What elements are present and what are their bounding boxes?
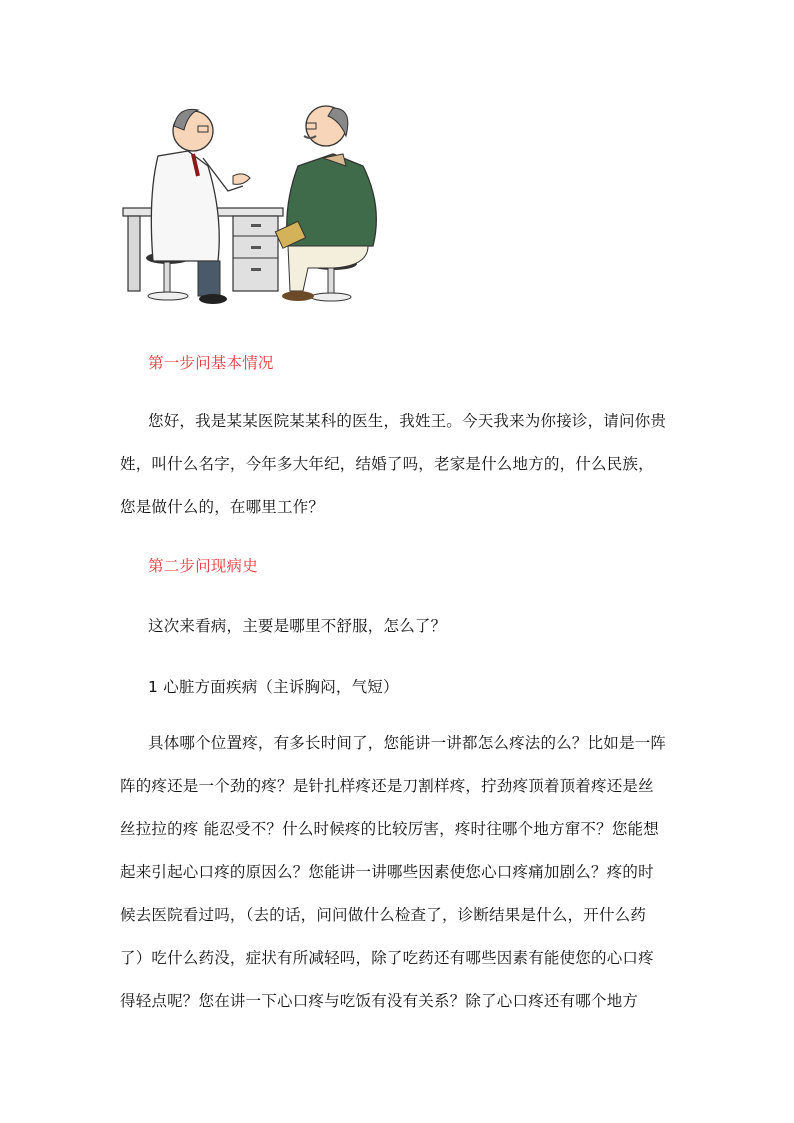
section-heading: 第一步问基本情况	[148, 354, 274, 372]
doctor-patient-illustration	[118, 96, 388, 311]
paragraph: 这次来看病，主要是哪里不舒服，怎么了？	[148, 617, 447, 635]
section-heading: 第二步问现病史	[148, 557, 258, 575]
paragraph: 具体哪个位置疼，有多长时间了，您能讲一讲都怎么疼法的么？比如是一阵阵的疼还是一个劲的疼？是针扎样疼还是刀割样疼，拧劲疼顶着顶着疼还是丝丝拉拉的疼 能忍受不？什么时候疼的比较厉害，疼时往哪个地方窜不？您能想起来引起心口疼的原因么？您能讲一讲哪些因素使您心口疼痛加剧么？疼的时候去医院看过吗，（去的话，问问做什么检查了，诊断结果是什么，开什么药了）吃什么药没，症状有所减轻吗，除了吃药还有哪些因素有能使您的心口疼得轻点呢？您在讲一下心口疼与吃饭有没有关系？除了心口疼还有哪个地方	[120, 734, 667, 1010]
list-item-heading: 1 心脏方面疾病（主诉胸闷，气短）	[148, 678, 399, 696]
paragraph: 您好，我是某某医院某某科的医生，我姓王。今天我来为你接诊，请问你贵姓，叫什么名字，今年多大年纪，结婚了吗，老家是什么地方的，什么民族，您是做什么的，在哪里工作？	[120, 412, 667, 516]
